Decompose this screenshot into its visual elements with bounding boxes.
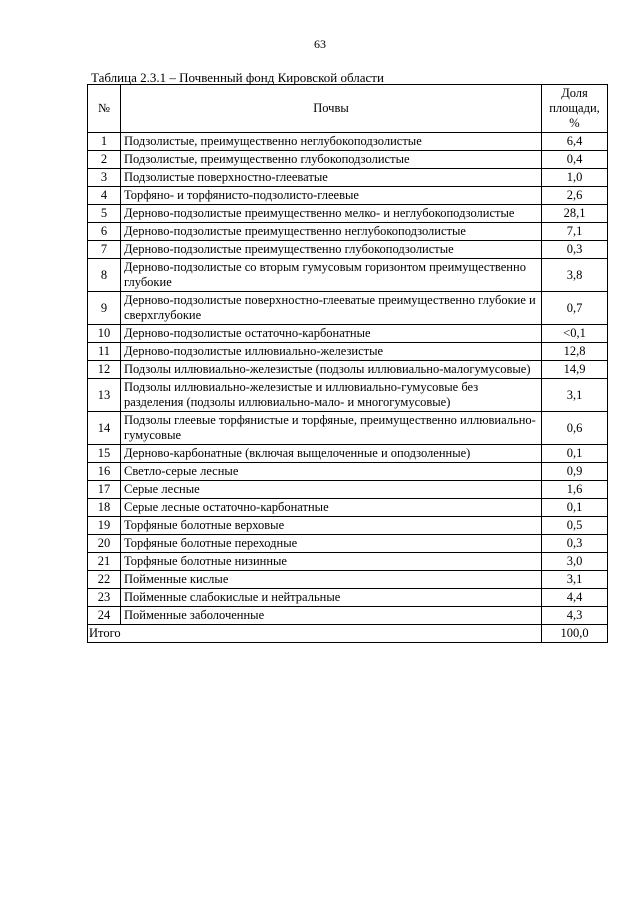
row-number: 21 — [88, 553, 121, 571]
header-soils: Почвы — [121, 85, 542, 133]
soil-name: Серые лесные остаточно-карбонатные — [121, 499, 542, 517]
soil-name: Торфяные болотные переходные — [121, 535, 542, 553]
table-row — [88, 607, 608, 625]
header-num: № — [88, 85, 121, 133]
table-row — [88, 343, 608, 361]
table-row — [88, 223, 608, 241]
area-share: 0,6 — [542, 412, 608, 445]
area-share: 1,0 — [542, 169, 608, 187]
soil-name: Подзолистые поверхностно-глееватые — [121, 169, 542, 187]
row-number: 24 — [88, 607, 121, 625]
area-share: 3,0 — [542, 553, 608, 571]
area-share: <0,1 — [542, 325, 608, 343]
row-number: 20 — [88, 535, 121, 553]
table-row — [88, 517, 608, 535]
soil-name: Торфяно- и торфянисто-подзолисто-глеевые — [121, 187, 542, 205]
table-row — [88, 205, 608, 223]
row-number: 14 — [88, 412, 121, 445]
soil-name: Подзолы иллювиально-железистые и иллювиально-гумусовые без разделения (подзолы иллювиально-мало- и многогумусовые) — [121, 379, 542, 412]
soil-name: Дерново-подзолистые преимущественно мелко- и неглубокоподзолистые — [121, 205, 542, 223]
table-row — [88, 169, 608, 187]
row-number: 19 — [88, 517, 121, 535]
table-row — [88, 553, 608, 571]
soil-name: Торфяные болотные верховые — [121, 517, 542, 535]
table-row — [88, 445, 608, 463]
table-row — [88, 535, 608, 553]
soil-name: Дерново-карбонатные (включая выщелоченные и оподзоленные) — [121, 445, 542, 463]
row-number: 22 — [88, 571, 121, 589]
soil-name: Дерново-подзолистые преимущественно глубокоподзолистые — [121, 241, 542, 259]
row-number: 8 — [88, 259, 121, 292]
row-number: 4 — [88, 187, 121, 205]
soil-name: Серые лесные — [121, 481, 542, 499]
area-share: 4,3 — [542, 607, 608, 625]
area-share: 12,8 — [542, 343, 608, 361]
soil-name: Торфяные болотные низинные — [121, 553, 542, 571]
table-row — [88, 589, 608, 607]
row-number: 5 — [88, 205, 121, 223]
area-share: 0,4 — [542, 151, 608, 169]
row-number: 12 — [88, 361, 121, 379]
table-row — [88, 241, 608, 259]
area-share: 0,1 — [542, 499, 608, 517]
area-share: 0,5 — [542, 517, 608, 535]
soil-name: Дерново-подзолистые иллювиально-железистые — [121, 343, 542, 361]
area-share: 0,3 — [542, 241, 608, 259]
row-number: 6 — [88, 223, 121, 241]
row-number: 23 — [88, 589, 121, 607]
table-row — [88, 292, 608, 325]
soil-name: Пойменные заболоченные — [121, 607, 542, 625]
area-share: 0,9 — [542, 463, 608, 481]
area-share: 28,1 — [542, 205, 608, 223]
soil-name: Светло-серые лесные — [121, 463, 542, 481]
area-share: 1,6 — [542, 481, 608, 499]
row-number: 7 — [88, 241, 121, 259]
table-row — [88, 412, 608, 445]
table-body — [88, 133, 608, 625]
area-share: 3,1 — [542, 379, 608, 412]
row-number: 2 — [88, 151, 121, 169]
table-row — [88, 187, 608, 205]
soil-name: Подзолы глеевые торфянистые и торфяные, преимущественно иллювиально-гумусовые — [121, 412, 542, 445]
soil-name: Подзолы иллювиально-железистые (подзолы иллювиально-малогумусовые) — [121, 361, 542, 379]
area-share: 0,3 — [542, 535, 608, 553]
table-caption: Таблица 2.3.1 – Почвенный фонд Кировской области — [91, 70, 384, 85]
area-share: 4,4 — [542, 589, 608, 607]
soil-name: Подзолистые, преимущественно глубокоподзолистые — [121, 151, 542, 169]
row-number: 17 — [88, 481, 121, 499]
area-share: 3,8 — [542, 259, 608, 292]
total-share: 100,0 — [542, 625, 608, 643]
soil-name: Подзолистые, преимущественно неглубокоподзолистые — [121, 133, 542, 151]
row-number: 15 — [88, 445, 121, 463]
soil-name: Дерново-подзолистые поверхностно-глееватые преимущественно глубокие и сверхглубокие — [121, 292, 542, 325]
table-row — [88, 499, 608, 517]
soil-name: Дерново-подзолистые остаточно-карбонатные — [121, 325, 542, 343]
area-share: 3,1 — [542, 571, 608, 589]
table-header-row — [88, 85, 608, 133]
area-share: 7,1 — [542, 223, 608, 241]
row-number: 13 — [88, 379, 121, 412]
table-row — [88, 133, 608, 151]
table-row — [88, 481, 608, 499]
table-row — [88, 151, 608, 169]
soil-name: Пойменные кислые — [121, 571, 542, 589]
table-row — [88, 463, 608, 481]
soil-table — [87, 84, 608, 643]
table-row — [88, 361, 608, 379]
row-number: 10 — [88, 325, 121, 343]
table-row — [88, 325, 608, 343]
row-number: 11 — [88, 343, 121, 361]
soil-name: Пойменные слабокислые и нейтральные — [121, 589, 542, 607]
header-area-share: Доля площади, % — [542, 85, 608, 133]
row-number: 1 — [88, 133, 121, 151]
row-number: 9 — [88, 292, 121, 325]
row-number: 16 — [88, 463, 121, 481]
soil-name: Дерново-подзолистые преимущественно неглубокоподзолистые — [121, 223, 542, 241]
page-number: 63 — [314, 37, 326, 51]
area-share: 0,7 — [542, 292, 608, 325]
area-share: 6,4 — [542, 133, 608, 151]
total-label: Итого — [88, 625, 542, 643]
area-share: 0,1 — [542, 445, 608, 463]
table-row — [88, 571, 608, 589]
table-row — [88, 259, 608, 292]
area-share: 14,9 — [542, 361, 608, 379]
row-number: 18 — [88, 499, 121, 517]
soil-name: Дерново-подзолистые со вторым гумусовым горизонтом преимущественно глубокие — [121, 259, 542, 292]
area-share: 2,6 — [542, 187, 608, 205]
table-row — [88, 379, 608, 412]
row-number: 3 — [88, 169, 121, 187]
total-row — [88, 625, 608, 643]
